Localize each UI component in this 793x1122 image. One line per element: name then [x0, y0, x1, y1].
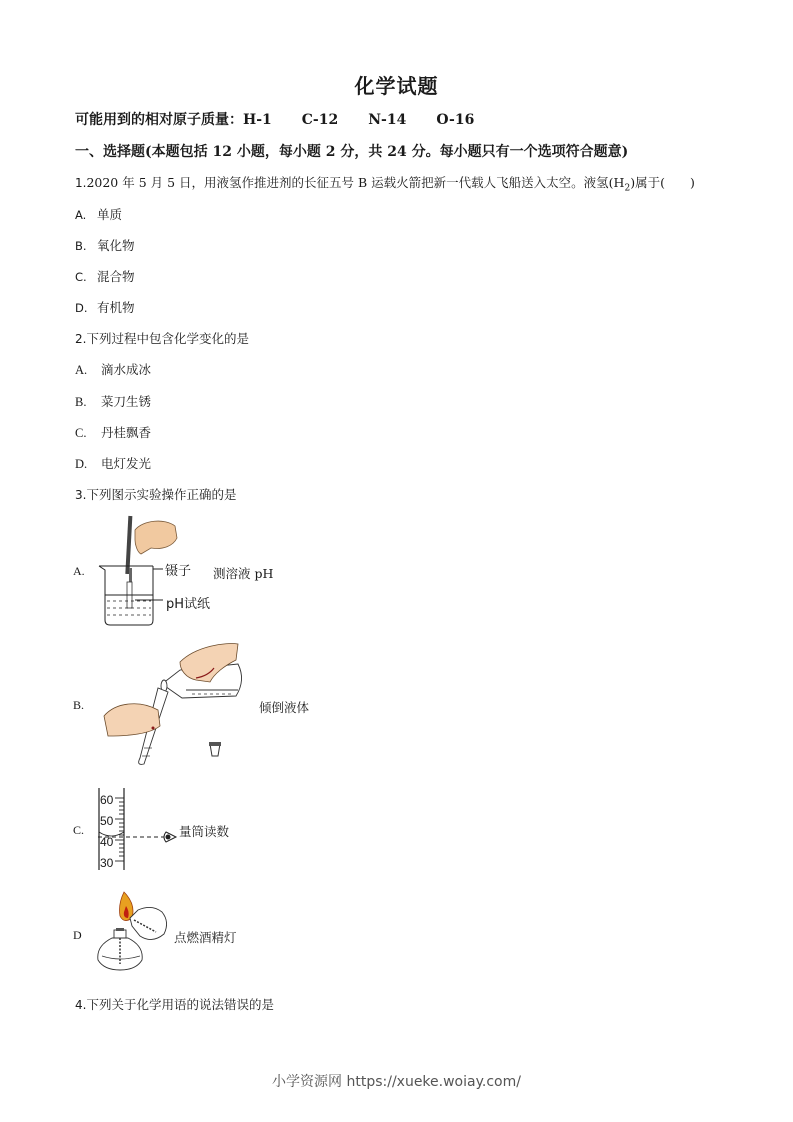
tweezers-label: 镊子: [165, 564, 192, 579]
question-3-option-c-label[interactable]: C.: [73, 823, 85, 837]
ph-test-figure: [95, 512, 225, 632]
atomic-mass-o: O-16: [436, 112, 475, 128]
question-3-option-a-caption: 测溶液 pH: [213, 566, 274, 581]
question-3-option-b-caption: 倾倒液体: [259, 700, 310, 715]
question-2-option-a[interactable]: A. 滴水成冰: [75, 362, 152, 377]
question-2-option-c[interactable]: C. 丹桂飘香: [75, 425, 152, 440]
atomic-mass-n: N-14: [368, 112, 407, 128]
page-title: 化学试题: [354, 74, 439, 98]
question-3-option-d-caption: 点燃酒精灯: [174, 930, 237, 945]
cylinder-scale: 60 50 40 30: [100, 793, 114, 870]
question-3-option-c-caption: 量筒读数: [179, 824, 230, 839]
question-2-option-b[interactable]: B. 菜刀生锈: [75, 394, 152, 409]
atomic-mass-c: C-12: [301, 112, 339, 128]
question-3-option-b-label[interactable]: B.: [73, 698, 85, 712]
atomic-mass-h: H-1: [243, 112, 272, 128]
question-1-stem: 1.2020 年 5 月 5 日，用液氢作推进剂的长征五号 B 运载火箭把新一代载人飞船送入太空。液氢$(H_2)$属于( ): [75, 175, 695, 194]
footer-watermark: 小学资源网 https://xueke.woiay.com/: [272, 1074, 521, 1090]
atomic-mass-line: [75, 109, 474, 129]
question-3-option-a-label[interactable]: A.: [73, 564, 85, 578]
pour-liquid-figure: [100, 640, 250, 770]
question-1-option-a[interactable]: A. 单质: [75, 207, 123, 222]
question-1-option-d[interactable]: D. 有机物: [75, 300, 135, 315]
light-alcohol-lamp-figure: [90, 888, 180, 980]
section-heading: 一、选择题(本题包括 12 小题，每小题 2 分，共 24 分。每小题只有一个选项符合题意): [75, 144, 629, 160]
question-1-option-c[interactable]: C. 混合物: [75, 269, 135, 284]
question-2-option-d[interactable]: D. 电灯发光: [75, 456, 152, 471]
question-3-option-d-label[interactable]: D: [73, 928, 82, 942]
question-1-option-b[interactable]: B. 氧化物: [75, 238, 135, 253]
atomic-mass-label: 可能用到的相对原子质量：: [75, 112, 243, 128]
question-2-stem: 2.下列过程中包含化学变化的是: [75, 331, 249, 346]
question-3-stem: 3.下列图示实验操作正确的是: [75, 487, 237, 502]
question-4-stem: 4.下列关于化学用语的说法错误的是: [75, 997, 274, 1012]
question-number: 1.: [75, 176, 87, 190]
ph-paper-label: pH试纸: [166, 597, 211, 612]
